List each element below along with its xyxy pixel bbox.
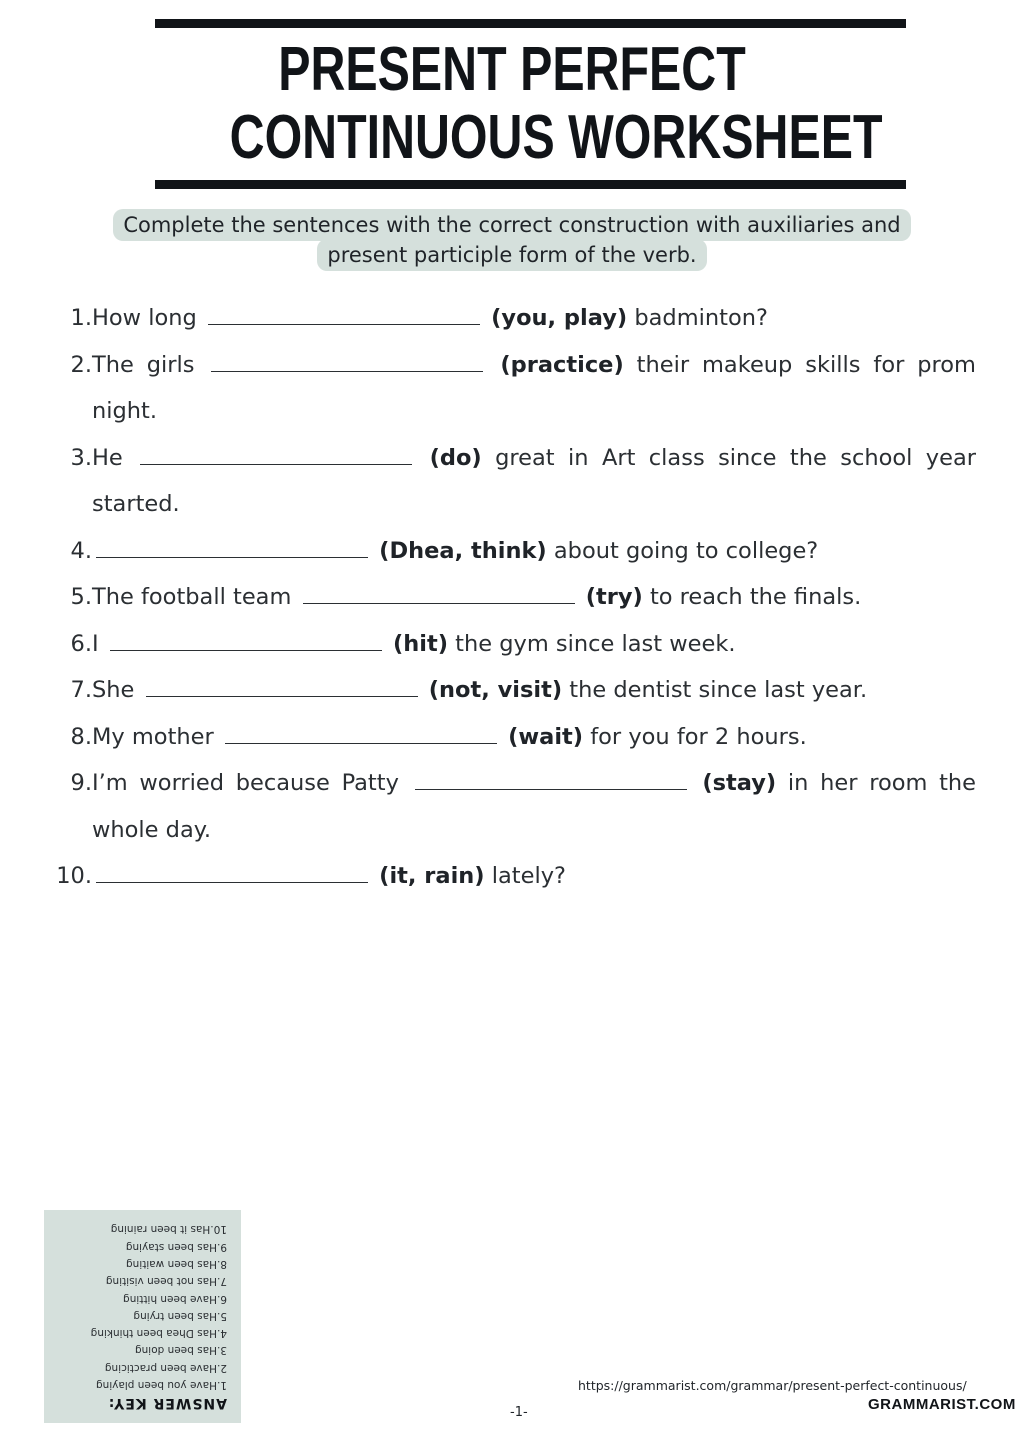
verb-hint: (hit) (392, 630, 449, 657)
question-ending: in her room the whole day. (92, 770, 977, 843)
question-stem: I’m worried because Patty (92, 770, 399, 796)
question-item (56, 621, 976, 668)
answer-key-item: 8.Has been waiting (125, 1257, 227, 1270)
question-text (92, 667, 976, 714)
question-number: 8. (70, 723, 92, 750)
question-ending: for you for 2 hours. (590, 723, 807, 750)
instructions-text: Complete the sentences with the correct construction with auxiliaries and present participle form of the verb. (113, 209, 910, 271)
question-item (56, 435, 976, 528)
answer-blank[interactable] (96, 537, 368, 558)
question-stem: He (92, 444, 123, 471)
answer-blank[interactable] (303, 583, 575, 604)
verb-hint: (it, rain) (379, 863, 485, 889)
question-item (56, 760, 976, 853)
question-number: 7. (70, 677, 92, 703)
title-rule-bottom (155, 180, 906, 189)
question-number: 2. (70, 351, 92, 378)
answer-blank[interactable] (146, 676, 418, 697)
answer-key-item: 5.Has been trying (133, 1309, 227, 1322)
instructions-box (84, 210, 940, 270)
question-stem: She (92, 677, 135, 703)
question-text (92, 621, 976, 668)
question-stem: The football team (92, 584, 292, 610)
verb-hint: (stay) (702, 770, 777, 796)
verb-hint: (do) (429, 444, 482, 471)
answer-blank[interactable] (140, 444, 412, 465)
question-number: 6. (70, 630, 92, 657)
answer-blank[interactable] (110, 630, 382, 651)
question-text (92, 574, 976, 621)
verb-hint: (practice) (500, 351, 624, 378)
footer-site-name: GRAMMARIST.COM (868, 1396, 1016, 1413)
question-number: 4. (70, 537, 92, 564)
question-stem: How long (92, 305, 197, 331)
answer-blank[interactable] (225, 723, 497, 744)
answer-blank[interactable] (211, 351, 483, 372)
question-ending: lately? (491, 863, 566, 889)
question-text (92, 714, 976, 761)
question-ending: great in Art class since the school year started. (92, 444, 976, 517)
title-line-1: PRESENT PERFECT (278, 35, 746, 104)
question-text (92, 435, 976, 528)
page-title (229, 35, 883, 172)
question-number: 1. (70, 305, 92, 331)
answer-key-item: 9.Has been staying (125, 1240, 227, 1253)
question-item (56, 714, 976, 761)
answer-blank[interactable] (415, 769, 687, 790)
answer-blank[interactable] (96, 862, 368, 883)
question-stem: The girls (92, 351, 195, 378)
question-item (56, 574, 976, 621)
answer-blank[interactable] (208, 304, 480, 325)
question-number: 5. (70, 584, 92, 610)
title-line-2: CONTINUOUS WORKSHEET (229, 103, 883, 172)
answer-key-item: 3.Has been doing (134, 1344, 227, 1357)
question-number: 10. (56, 863, 92, 889)
question-text (92, 295, 976, 342)
page-number: -1- (510, 1405, 528, 1420)
question-ending: about going to college? (553, 537, 819, 564)
answer-key-item: 4.Has Dhea been thinking (90, 1327, 227, 1340)
question-item (56, 342, 976, 435)
answer-key-rotated (44, 1210, 241, 1423)
verb-hint: (not, visit) (428, 677, 563, 703)
answer-key-item: 6.Have been hitting (123, 1292, 227, 1305)
question-ending: the gym since last week. (455, 630, 736, 657)
question-item (56, 853, 976, 900)
question-number: 9. (70, 770, 92, 796)
verb-hint: (you, play) (491, 305, 628, 331)
question-stem: I (92, 630, 99, 657)
question-item (56, 528, 976, 575)
footer-url: https://grammarist.com/grammar/present-perfect-continuous/ (578, 1378, 967, 1393)
answer-key-list (58, 1220, 227, 1393)
title-rule-top (155, 19, 906, 28)
verb-hint: (Dhea, think) (379, 537, 547, 564)
answer-key-box (44, 1210, 241, 1423)
verb-hint: (wait) (508, 723, 584, 750)
answer-key-item: 7.Has not been visiting (105, 1275, 227, 1288)
verb-hint: (try) (585, 584, 643, 610)
answer-key-title: ANSWER KEY: (107, 1395, 227, 1411)
question-text (92, 342, 976, 435)
question-item (56, 667, 976, 714)
question-stem: My mother (92, 723, 214, 750)
question-ending: badminton? (634, 305, 768, 331)
answer-key-item: 2.Have been practicing (104, 1361, 227, 1374)
answer-key-item: 10.Has it been raining (110, 1223, 227, 1236)
answer-key-item: 1.Have you been playing (95, 1379, 227, 1391)
question-ending: their makeup skills for prom night. (92, 351, 976, 424)
question-text (92, 853, 976, 900)
question-text (92, 760, 976, 853)
question-list (56, 295, 976, 900)
question-ending: the dentist since last year. (569, 677, 868, 703)
question-number: 3. (70, 444, 92, 471)
question-text (92, 528, 976, 575)
question-ending: to reach the finals. (649, 584, 862, 610)
question-item (56, 295, 976, 342)
